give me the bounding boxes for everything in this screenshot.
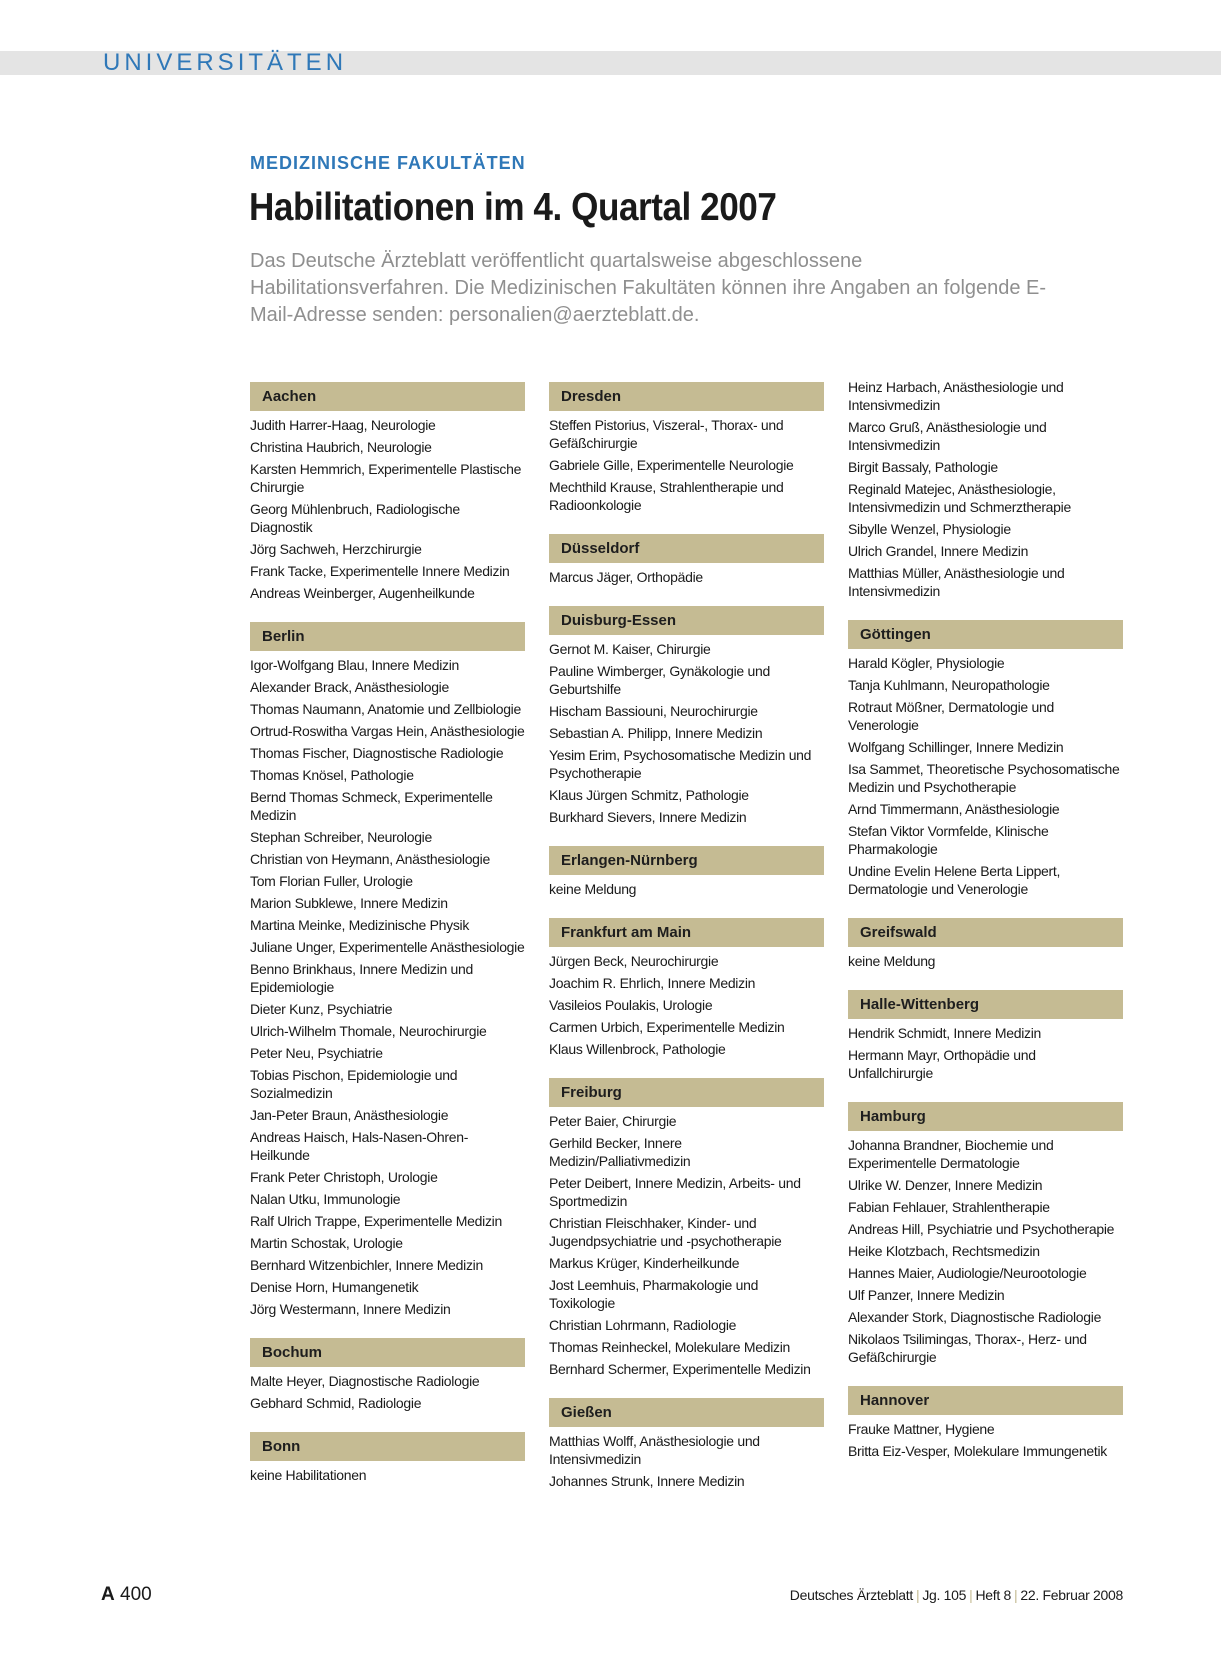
entry: keine Meldung <box>549 881 637 897</box>
entry: Hannes Maier, Audiologie/Neurootologie <box>848 1265 1087 1281</box>
entry: Jost Leemhuis, Pharmakologie und Toxikologie <box>549 1277 759 1311</box>
entry: Klaus Jürgen Schmitz, Pathologie <box>549 787 749 803</box>
entry: Matthias Wolff, Anästhesiologie und Intensivmedizin <box>549 1433 760 1467</box>
entry: Gerhild Becker, Innere Medizin/Palliativmedizin <box>549 1135 691 1169</box>
entry: Gabriele Gille, Experimentelle Neurologie <box>549 457 794 473</box>
entry: Klaus Willenbrock, Pathologie <box>549 1041 726 1057</box>
entry: Ulrich-Wilhelm Thomale, Neurochirurgie <box>250 1023 487 1039</box>
entry: Hischam Bassiouni, Neurochirurgie <box>549 703 758 719</box>
entry: Carmen Urbich, Experimentelle Medizin <box>549 1019 785 1035</box>
entry: Judith Harrer-Haag, Neurologie <box>250 417 436 433</box>
entry-list <box>848 1420 1123 1460</box>
entry: Jan-Peter Braun, Anästhesiologie <box>250 1107 449 1123</box>
entry-list <box>549 880 824 898</box>
entry: Nalan Utku, Immunologie <box>250 1191 401 1207</box>
entry: Alexander Brack, Anästhesiologie <box>250 679 449 695</box>
entry-list <box>549 1112 824 1378</box>
entry: Arnd Timmermann, Anästhesiologie <box>848 801 1060 817</box>
city-header: Gießen <box>549 1398 824 1427</box>
entry-list <box>250 1466 525 1484</box>
column-2 <box>549 382 824 1510</box>
entry: Alexander Stork, Diagnostische Radiologie <box>848 1309 1102 1325</box>
entry-list <box>549 568 824 586</box>
entry: Burkhard Sievers, Innere Medizin <box>549 809 747 825</box>
city-header: Frankfurt am Main <box>549 918 824 947</box>
entry: Martina Meinke, Medizinische Physik <box>250 917 470 933</box>
entry: Mechthild Krause, Strahlentherapie und Radioonkologie <box>549 479 784 513</box>
entry: Rotraut Mößner, Dermatologie und Venerologie <box>848 699 1054 733</box>
entry-list <box>848 1136 1123 1366</box>
entry: Thomas Reinheckel, Molekulare Medizin <box>549 1339 791 1355</box>
entry: Hermann Mayr, Orthopädie und Unfallchirurgie <box>848 1047 1036 1081</box>
entry: Isa Sammet, Theoretische Psychosomatische Medizin und Psychotherapie <box>848 761 1120 795</box>
entry: Ulf Panzer, Innere Medizin <box>848 1287 1005 1303</box>
city-header: Düsseldorf <box>549 534 824 563</box>
page-title: Habilitationen im 4. Quartal 2007 <box>249 186 777 229</box>
entry: Jörg Sachweh, Herzchirurgie <box>250 541 422 557</box>
page-prefix: A <box>101 1584 115 1605</box>
entry: Joachim R. Ehrlich, Innere Medizin <box>549 975 756 991</box>
entry: Thomas Knösel, Pathologie <box>250 767 414 783</box>
entry: Karsten Hemmrich, Experimentelle Plastische Chirurgie <box>250 461 522 495</box>
entry: Johannes Strunk, Innere Medizin <box>549 1473 745 1489</box>
entry: Sibylle Wenzel, Physiologie <box>848 521 1011 537</box>
entry: Marco Gruß, Anästhesiologie und Intensivmedizin <box>848 419 1047 453</box>
footer-separator: | <box>915 1587 920 1603</box>
entry: Christian von Heymann, Anästhesiologie <box>250 851 490 867</box>
entry: Vasileios Poulakis, Urologie <box>549 997 713 1013</box>
entry: Andreas Weinberger, Augenheilkunde <box>250 585 475 601</box>
city-header: Erlangen-Nürnberg <box>549 846 824 875</box>
entry-list <box>250 416 525 602</box>
city-header: Hannover <box>848 1386 1123 1415</box>
page-number <box>101 1584 152 1606</box>
journal-name: Deutsches Ärzteblatt <box>789 1587 913 1603</box>
entry: Gebhard Schmid, Radiologie <box>250 1395 422 1411</box>
footer-separator: | <box>969 1587 973 1603</box>
entry: Reginald Matejec, Anästhesiologie, Intensivmedizin und Schmerztherapie <box>848 481 1071 515</box>
section-label: UNIVERSITÄTEN <box>103 49 348 76</box>
entry: Johanna Brandner, Biochemie und Experimentelle Dermatologie <box>848 1137 1054 1171</box>
entry: Bernd Thomas Schmeck, Experimentelle Medizin <box>250 789 493 823</box>
entry-list <box>549 1432 824 1490</box>
entry: Marcus Jäger, Orthopädie <box>549 569 703 585</box>
entry-list <box>848 378 1123 600</box>
entry: Marion Subklewe, Innere Medizin <box>250 895 448 911</box>
entry: Steffen Pistorius, Viszeral-, Thorax- und Gefäßchirurgie <box>549 417 784 451</box>
entry: Martin Schostak, Urologie <box>250 1235 403 1251</box>
entry-list <box>848 952 1123 970</box>
entry: Denise Horn, Humangenetik <box>250 1279 419 1295</box>
column-3 <box>848 378 1123 1480</box>
entry: Britta Eiz-Vesper, Molekulare Immungenetik <box>848 1443 1107 1459</box>
entry: Peter Neu, Psychiatrie <box>250 1045 383 1061</box>
entry: Heike Klotzbach, Rechtsmedizin <box>848 1243 1040 1259</box>
entry: Ortrud-Roswitha Vargas Hein, Anästhesiologie <box>250 723 525 739</box>
entry: Ulrike W. Denzer, Innere Medizin <box>848 1177 1043 1193</box>
journal-date: 22. Februar 2008 <box>1020 1587 1123 1603</box>
entry: Stephan Schreiber, Neurologie <box>250 829 432 845</box>
footer-separator: | <box>1014 1587 1018 1603</box>
entry: Ralf Ulrich Trappe, Experimentelle Medizin <box>250 1213 502 1229</box>
page-number-value: 400 <box>120 1584 152 1605</box>
entry: Markus Krüger, Kinderheilkunde <box>549 1255 740 1271</box>
city-header: Dresden <box>549 382 824 411</box>
journal-volume: Jg. 105 <box>922 1587 967 1603</box>
entry: Harald Kögler, Physiologie <box>848 655 1005 671</box>
entry: Gernot M. Kaiser, Chirurgie <box>549 641 711 657</box>
entry: Tanja Kuhlmann, Neuropathologie <box>848 677 1050 693</box>
entry: Sebastian A. Philipp, Innere Medizin <box>549 725 763 741</box>
entry-list <box>549 640 824 826</box>
entry: keine Meldung <box>848 953 936 969</box>
entry: Jörg Westermann, Innere Medizin <box>250 1301 451 1317</box>
entry: Peter Baier, Chirurgie <box>549 1113 677 1129</box>
footer-citation <box>790 1587 1123 1603</box>
city-header: Bonn <box>250 1432 525 1461</box>
city-header: Aachen <box>250 382 525 411</box>
entry: Undine Evelin Helene Berta Lippert, Dermatologie und Venerologie <box>848 863 1061 897</box>
entry: Ulrich Grandel, Innere Medizin <box>848 543 1029 559</box>
entry: Dieter Kunz, Psychiatrie <box>250 1001 393 1017</box>
city-header: Berlin <box>250 622 525 651</box>
entry-list <box>549 416 824 514</box>
entry: Frank Tacke, Experimentelle Innere Medizin <box>250 563 510 579</box>
entry: Georg Mühlenbruch, Radiologische Diagnostik <box>250 501 460 535</box>
entry: Christina Haubrich, Neurologie <box>250 439 432 455</box>
intro-text: Das Deutsche Ärzteblatt veröffentlicht quartalsweise abgeschlossene Habilitationsverfahren. Die Medizinischen Fakultäten können ihre Angaben an folgende E-Mail-Adresse senden: personalien@aerzteblatt.de. <box>250 250 1047 326</box>
entry: Thomas Naumann, Anatomie und Zellbiologie <box>250 701 521 717</box>
entry: Peter Deibert, Innere Medizin, Arbeits- und Sportmedizin <box>549 1175 801 1209</box>
city-header: Bochum <box>250 1338 525 1367</box>
entry: Tom Florian Fuller, Urologie <box>250 873 413 889</box>
journal-issue: Heft 8 <box>975 1587 1012 1603</box>
entry: Jürgen Beck, Neurochirurgie <box>549 953 719 969</box>
entry: Frauke Mattner, Hygiene <box>848 1421 995 1437</box>
entry: Frank Peter Christoph, Urologie <box>250 1169 438 1185</box>
city-header: Halle-Wittenberg <box>848 990 1123 1019</box>
entry-list <box>250 656 525 1318</box>
entry: Birgit Bassaly, Pathologie <box>848 459 998 475</box>
entry-list <box>549 952 824 1058</box>
entry: Igor-Wolfgang Blau, Innere Medizin <box>250 657 459 673</box>
entry: Wolfgang Schillinger, Innere Medizin <box>848 739 1064 755</box>
entry: keine Habilitationen <box>250 1467 367 1483</box>
entry: Stefan Viktor Vormfelde, Klinische Pharmakologie <box>848 823 1049 857</box>
city-header: Freiburg <box>549 1078 824 1107</box>
entry: Matthias Müller, Anästhesiologie und Intensivmedizin <box>848 565 1065 599</box>
entry: Nikolaos Tsilimingas, Thorax-, Herz- und Gefäßchirurgie <box>848 1331 1087 1365</box>
entry: Andreas Haisch, Hals-Nasen-Ohren-Heilkunde <box>250 1129 469 1163</box>
entry: Fabian Fehlauer, Strahlentherapie <box>848 1199 1050 1215</box>
entry: Bernhard Schermer, Experimentelle Medizin <box>549 1361 811 1377</box>
entry-list <box>848 1024 1123 1082</box>
entry: Christian Lohrmann, Radiologie <box>549 1317 737 1333</box>
entry: Heinz Harbach, Anästhesiologie und Intensivmedizin <box>848 379 1064 413</box>
entry: Tobias Pischon, Epidemiologie und Sozialmedizin <box>250 1067 458 1101</box>
city-header: Greifswald <box>848 918 1123 947</box>
entry-list <box>848 654 1123 898</box>
entry: Benno Brinkhaus, Innere Medizin und Epidemiologie <box>250 961 473 995</box>
kicker: MEDIZINISCHE FAKULTÄTEN <box>250 153 526 173</box>
entry: Christian Fleischhaker, Kinder- und Jugendpsychiatrie und -psychotherapie <box>549 1215 782 1249</box>
entry: Juliane Unger, Experimentelle Anästhesiologie <box>250 939 525 955</box>
entry: Yesim Erim, Psychosomatische Medizin und Psychotherapie <box>549 747 812 781</box>
entry: Hendrik Schmidt, Innere Medizin <box>848 1025 1042 1041</box>
city-header: Duisburg-Essen <box>549 606 824 635</box>
column-1 <box>250 382 525 1504</box>
entry: Bernhard Witzenbichler, Innere Medizin <box>250 1257 483 1273</box>
entry: Andreas Hill, Psychiatrie und Psychotherapie <box>848 1221 1115 1237</box>
city-header: Hamburg <box>848 1102 1123 1131</box>
entry: Malte Heyer, Diagnostische Radiologie <box>250 1373 480 1389</box>
city-header: Göttingen <box>848 620 1123 649</box>
entry: Thomas Fischer, Diagnostische Radiologie <box>250 745 504 761</box>
entry: Pauline Wimberger, Gynäkologie und Geburtshilfe <box>549 663 770 697</box>
entry-list <box>250 1372 525 1412</box>
